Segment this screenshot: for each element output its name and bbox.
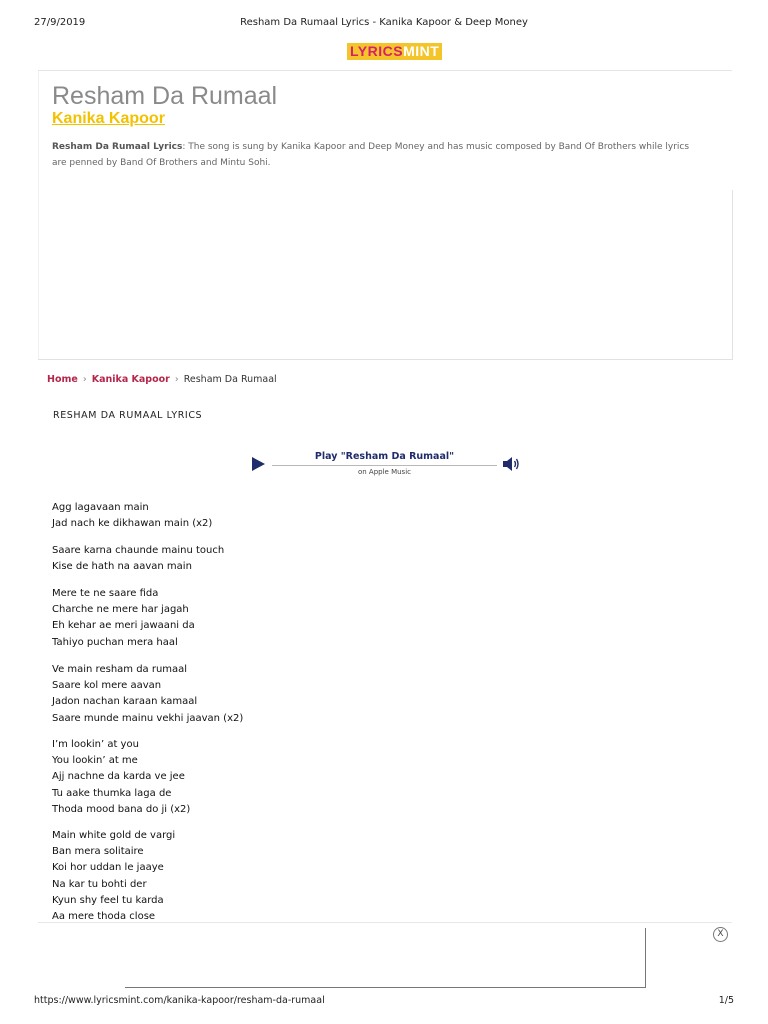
progress-line	[272, 465, 497, 466]
lyric-line: Jad nach ke dikhawan main (x2)	[52, 518, 213, 530]
lyric-line: Thoda mood bana do ji (x2)	[52, 803, 191, 815]
lyric-line: Mere te ne saare fida	[52, 588, 159, 599]
ad-frame-right	[645, 928, 646, 988]
song-intro	[52, 139, 692, 171]
lyrics-stanza	[52, 500, 212, 532]
play-icon[interactable]	[252, 457, 265, 471]
lyric-line: Saare karna chaunde mainu touch	[52, 545, 225, 556]
breadcrumb	[47, 374, 277, 385]
apple-music-player[interactable]	[252, 448, 522, 482]
lyric-line: You lookin’ at me	[52, 755, 138, 767]
lyrics-stanza	[52, 662, 243, 727]
breadcrumb-separator: ›	[82, 374, 87, 385]
ad-frame-bottom	[125, 987, 646, 988]
song-title: Resham Da Rumaal	[52, 82, 278, 110]
logo-part-mint: MINT	[403, 43, 440, 59]
lyric-line: Saare kol mere aavan	[52, 680, 162, 692]
lyric-line: Charche ne mere har jagah	[52, 604, 189, 616]
print-page-number: 1/5	[718, 995, 734, 1006]
lyric-line: Ve main resham da rumaal	[52, 664, 188, 675]
play-label[interactable]: Play "Resham Da Rumaal"	[314, 451, 455, 462]
lyric-line: Saare munde mainu vekhi jaavan (x2)	[52, 712, 244, 724]
lyric-line: I’m lookin’ at you	[52, 739, 139, 750]
site-logo[interactable]	[347, 43, 442, 60]
intro-text: : The song is sung by Kanika Kapoor and Deep Money and has music composed by Band Of Brothers while lyrics are penned by Band Of Brothers and Mintu Sohi.	[52, 142, 690, 168]
print-page-title: Resham Da Rumaal Lyrics - Kanika Kapoor & Deep Money	[240, 17, 528, 28]
lyric-line: Koi hor uddan le jaaye	[52, 862, 164, 874]
lyric-line: Tahiyo puchan mera haal	[52, 636, 178, 648]
lyric-line: Jadon nachan karaan kamaal	[52, 696, 198, 708]
lyrics-stanza	[52, 737, 190, 818]
player-source: on Apple Music	[357, 468, 411, 476]
lyric-line: Main white gold de vargi	[52, 830, 176, 841]
header-divider	[38, 70, 732, 71]
lyric-line: Eh kehar ae meri jawaani da	[52, 620, 195, 632]
sticky-ad-divider	[38, 922, 732, 923]
artist-link[interactable]: Kanika Kapoor	[52, 110, 165, 127]
print-url: https://www.lyricsmint.com/kanika-kapoor/resham-da-rumaal	[34, 995, 325, 1006]
breadcrumb-current: Resham Da Rumaal	[183, 374, 277, 385]
volume-icon[interactable]	[502, 456, 520, 472]
breadcrumb-separator: ›	[174, 374, 179, 385]
close-ad-icon[interactable]: X	[713, 927, 728, 942]
print-date: 27/9/2019	[34, 17, 86, 28]
lyric-line: Aa mere thoda close	[52, 911, 156, 923]
lyric-line: Na kar tu bohti der	[52, 878, 147, 890]
breadcrumb-home[interactable]: Home	[47, 374, 78, 385]
lyric-line: Kise de hath na aavan main	[52, 561, 192, 573]
lyric-line: Kyun shy feel tu karda	[52, 894, 164, 906]
lyrics-stanza	[52, 586, 195, 651]
lyric-line: Agg lagavaan main	[52, 502, 149, 513]
breadcrumb-artist[interactable]: Kanika Kapoor	[91, 374, 170, 385]
lyric-line: Ajj nachne da karda ve jee	[52, 771, 185, 783]
lyrics-stanza	[52, 828, 175, 925]
content-frame-left	[38, 71, 39, 359]
lyrics-heading: RESHAM DA RUMAAL LYRICS	[53, 410, 203, 421]
lyric-line: Ban mera solitaire	[52, 846, 144, 858]
lyric-line: Tu aake thumka laga de	[52, 787, 172, 799]
logo-part-lyrics: LYRICS	[350, 43, 404, 59]
ad-frame-right	[732, 190, 733, 360]
content-frame-bottom	[38, 359, 733, 360]
intro-bold: Resham Da Rumaal Lyrics	[52, 142, 183, 152]
lyrics-stanza	[52, 543, 224, 575]
